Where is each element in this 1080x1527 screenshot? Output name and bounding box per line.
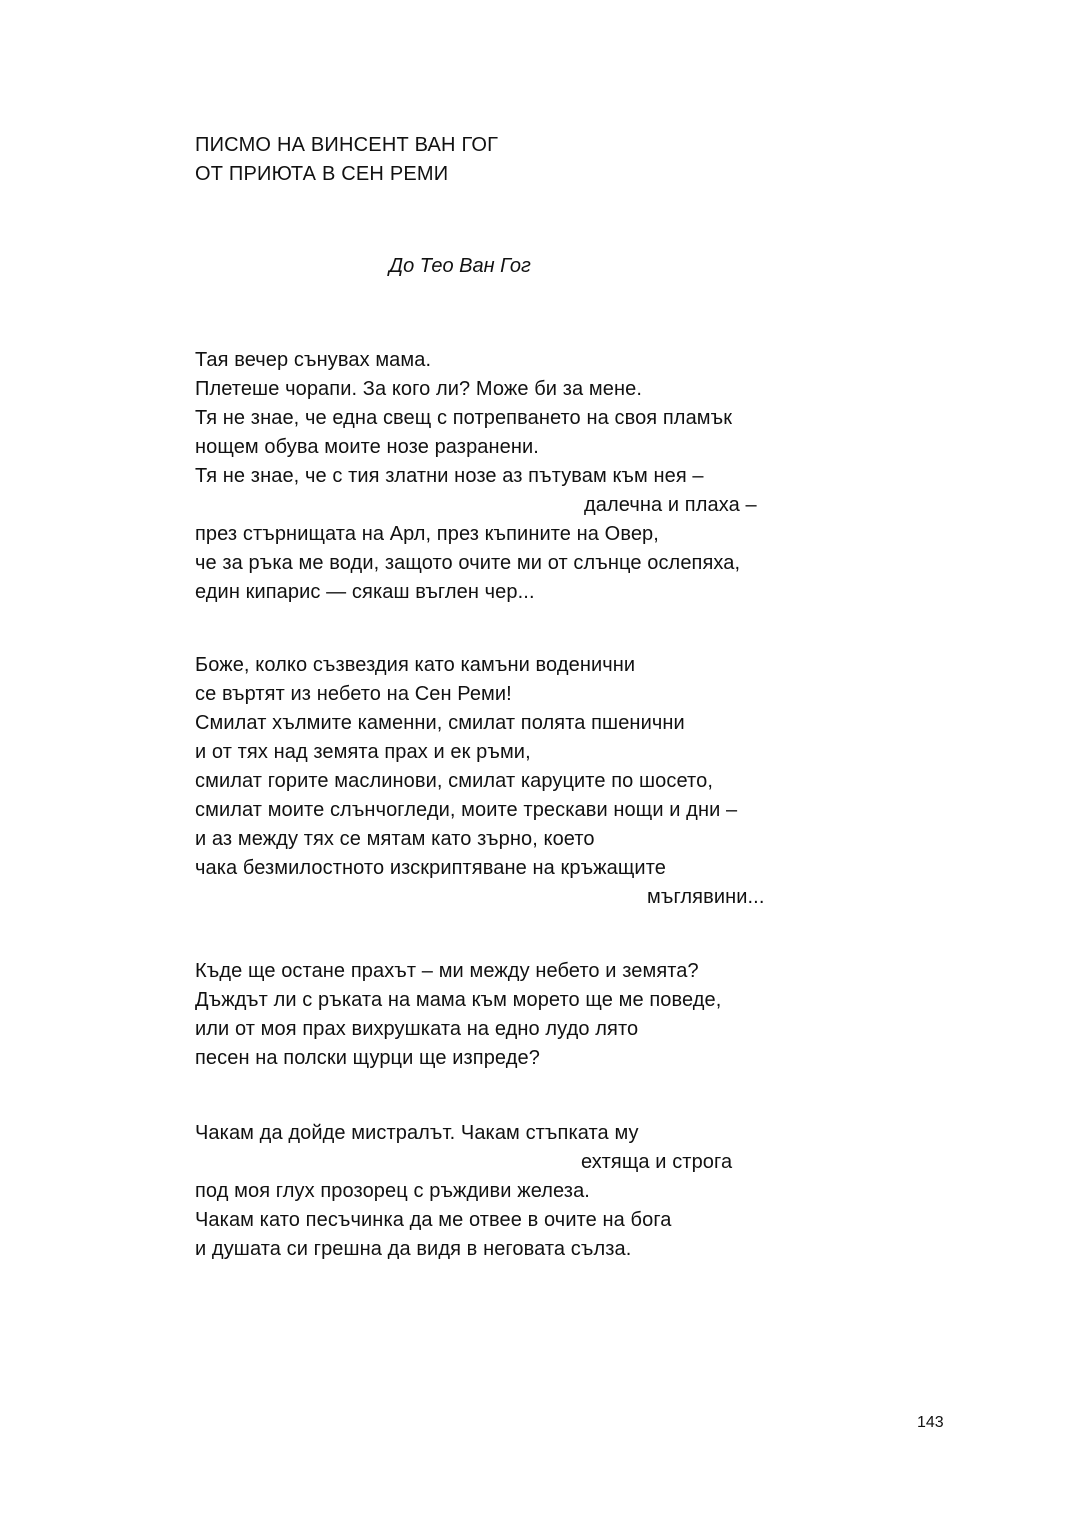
stanza-3 xyxy=(195,957,721,1073)
verse-line: Плетеше чорапи. За кого ли? Може би за мене. xyxy=(195,378,642,400)
verse-line: или от моя прах вихрушката на едно лудо лято xyxy=(195,1018,639,1040)
poem-title-line-2: ОТ ПРИЮТА В СЕН РЕМИ xyxy=(195,163,449,185)
verse-line: и от тях над земята прах и ек ръми, xyxy=(195,741,531,763)
verse-line-indented: мъглявини... xyxy=(647,886,765,908)
verse-line: Тя не знае, че една свещ с потрепването на своя пламък xyxy=(195,407,733,429)
verse-line: Чакам да дойде мистралът. Чакам стъпката му xyxy=(195,1122,639,1144)
verse-line: един кипарис — сякаш въглен чер... xyxy=(195,581,535,603)
verse-line: Тя не знае, че с тия златни нозе аз пътувам към нея – xyxy=(195,465,704,487)
verse-line: Тая вечер сънувах мама. xyxy=(195,349,432,371)
poem-title xyxy=(195,131,498,189)
verse-line: Дъждът ли с ръката на мама към морето ще ме поведе, xyxy=(195,989,722,1011)
verse-line: нощем обува моите нозе разранени. xyxy=(195,436,539,458)
verse-line: се въртят из небето на Сен Реми! xyxy=(195,683,512,705)
verse-line: Смилат хълмите каменни, смилат полята пшенични xyxy=(195,712,685,734)
verse-line-indented: ехтяща и строга xyxy=(581,1151,733,1173)
verse-line: Боже, колко съзвездия като камъни воденични xyxy=(195,654,636,676)
verse-line: и душата си грешна да видя в неговата сълза. xyxy=(195,1238,632,1260)
verse-line: Къде ще остане прахът – ми между небето и земята? xyxy=(195,960,699,982)
verse-line: смилат горите маслинови, смилат каруците по шосето, xyxy=(195,770,713,792)
stanza-4 xyxy=(195,1119,732,1264)
poem-dedication: До Тео Ван Гог xyxy=(389,255,531,277)
page-number: 143 xyxy=(917,1414,944,1431)
stanza-1 xyxy=(195,346,757,607)
verse-line: под моя глух прозорец с ръждиви железа. xyxy=(195,1180,590,1202)
verse-line: че за ръка ме води, защото очите ми от слънце ослепяха, xyxy=(195,552,741,574)
verse-line: смилат моите слънчогледи, моите трескави нощи и дни – xyxy=(195,799,738,821)
verse-line: през стърнищата на Арл, през къпините на Овер, xyxy=(195,523,659,545)
verse-line: Чакам като песъчинка да ме отвее в очите на бога xyxy=(195,1209,672,1231)
verse-line: и аз между тях се мятам като зърно, което xyxy=(195,828,595,850)
stanza-2 xyxy=(195,651,765,912)
verse-line-indented: далечна и плаха – xyxy=(584,494,757,516)
poem-title-line-1: ПИСМО НА ВИНСЕНТ ВАН ГОГ xyxy=(195,134,499,156)
verse-line: песен на полски щурци ще изпреде? xyxy=(195,1047,540,1069)
verse-line: чака безмилостното изскриптяване на кръжащите xyxy=(195,857,666,879)
